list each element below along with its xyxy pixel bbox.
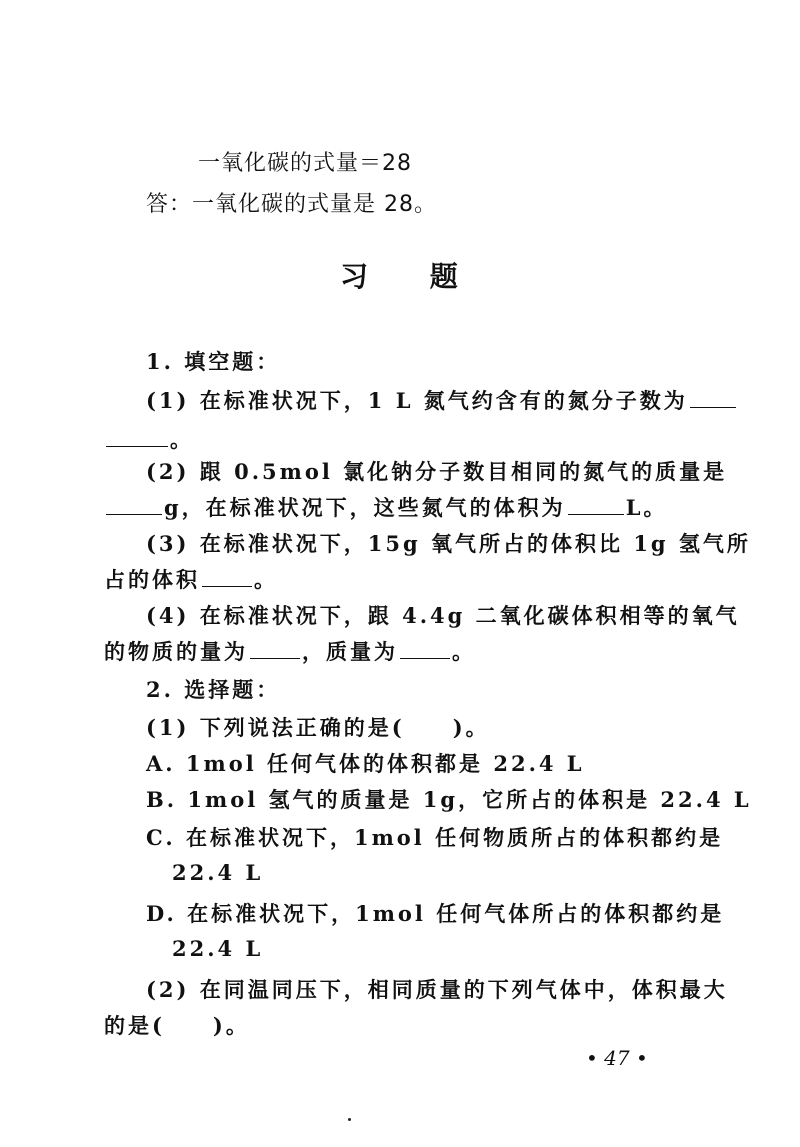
q1-item3-text: 占的体积 <box>104 567 200 592</box>
q2-option-d-cont: 22.4 L <box>172 936 264 961</box>
punct: 。 <box>170 427 194 452</box>
scan-speck <box>348 1118 351 1121</box>
q1-item3-line1: (3) 在标准状况下，15g 氧气所占的体积比 1g 氢气所 <box>146 531 751 556</box>
answer-blank[interactable] <box>202 568 252 587</box>
punct: L。 <box>625 495 668 520</box>
heading-char-1: 习 <box>340 260 369 293</box>
q2-title: 2. 选择题： <box>146 677 281 702</box>
answer-blank[interactable] <box>690 389 736 408</box>
answer-blank[interactable] <box>400 640 450 659</box>
q2-option-d: D. 在标准状况下，1mol 任何气体所占的体积都约是 <box>146 901 725 926</box>
punct: 。 <box>452 639 476 664</box>
q1-item1-text: (1) 在标准状况下，1 L 氮气约含有的氮分子数为 <box>146 388 688 413</box>
section-heading <box>340 255 458 295</box>
q2-option-a: A. 1mol 任何气体的体积都是 22.4 L <box>146 751 585 776</box>
q1-item1-line2 <box>104 424 194 454</box>
q1-item2-line2 <box>104 492 667 522</box>
q1-item3-line2 <box>104 564 278 594</box>
q1-item4-text: 的物质的量为 <box>104 639 248 664</box>
answer-blank[interactable] <box>106 496 162 515</box>
q1-title: 1. 填空题： <box>146 349 281 374</box>
q2-item2-line1: (2) 在同温同压下，相同质量的下列气体中，体积最大 <box>146 977 728 1002</box>
q2-item1-stem: (1) 下列说法正确的是( )。 <box>146 715 490 740</box>
q2-option-c: C. 在标准状况下，1mol 任何物质所占的体积都约是 <box>146 825 724 850</box>
q1-item2-line1: (2) 跟 0.5mol 氯化钠分子数目相同的氮气的质量是 <box>146 459 728 484</box>
heading-char-2: 题 <box>429 260 458 293</box>
answer-blank[interactable] <box>568 496 624 515</box>
q2-option-b: B. 1mol 氢气的质量是 1g，它所占的体积是 22.4 L <box>146 787 752 812</box>
answer-blank[interactable] <box>106 428 168 447</box>
example-result-line: 一氧化碳的式量＝28 <box>198 151 412 176</box>
q1-item4-mid: ，质量为 <box>302 639 398 664</box>
q2-item2-line2: 的是( )。 <box>104 1013 250 1038</box>
punct: 。 <box>254 567 278 592</box>
q1-item2-mid: g，在标准状况下，这些氮气的体积为 <box>164 495 566 520</box>
q1-item4-line1: (4) 在标准状况下，跟 4.4g 二氧化碳体积相等的氧气 <box>146 603 740 628</box>
example-answer-line: 答：一氧化碳的式量是 28。 <box>146 192 437 217</box>
answer-blank[interactable] <box>250 640 300 659</box>
q1-item4-line2 <box>104 636 476 666</box>
q1-item1-line1 <box>146 385 738 415</box>
q2-option-c-cont: 22.4 L <box>172 860 264 885</box>
page-number: • 47 • <box>586 1046 648 1070</box>
